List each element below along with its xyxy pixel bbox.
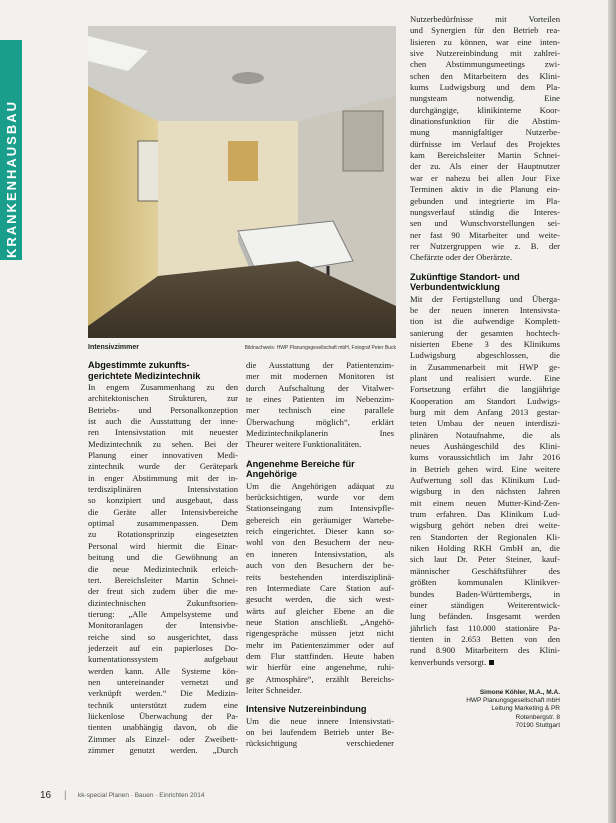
body-line: Medizintechnikplanerin Ines [246, 428, 394, 439]
footer-separator: | [64, 790, 67, 801]
photo-caption-row [88, 343, 396, 355]
article-column-1 [88, 360, 238, 756]
body-line: sen und Wunschvorstellungen sei- [410, 218, 560, 229]
body-line: gebereich ein geräumiger Wartebe- [246, 514, 394, 525]
body-line: Ludwigsburg abgeschlossen, die [410, 350, 560, 361]
body-line: ren Intensivstation mit neuester [88, 427, 238, 438]
body-line: in Zusammenarbeit mit HWP ge- [410, 361, 560, 372]
section-tab [0, 40, 22, 260]
body-line: Monitoranlagen der Intensivbe- [88, 620, 238, 631]
body-line: zu Rotationsprinzip eingesetzten [88, 529, 238, 540]
body-line: die Geräte aller Intensivbereiche [88, 506, 238, 517]
body-line: architektonischen Strukturen, zur [88, 393, 238, 404]
body-line: durch Aufschaltung der Vitalwer- [246, 382, 394, 393]
body-line: die Ausstattung der Patientenzim- [246, 360, 394, 370]
body-line: rücksichtigung verschiedener [246, 738, 394, 749]
body-line: tienten in 2.653 Betten von den [410, 633, 560, 644]
body-line: on bei laufendem Betrieb unter Be- [246, 727, 394, 738]
body-line: berücksichtigen, wurde vor dem [246, 492, 394, 503]
section-heading [246, 459, 394, 480]
body-line: ist auch die Ausstattung der inne- [88, 416, 238, 427]
body-line: Überwachung möglich“, erklärt [246, 416, 394, 427]
body-line: auch von den Besuchern der be- [246, 560, 394, 571]
body-line: nungsverlauf ständig die Interes- [410, 206, 560, 217]
author-role: Leitung Marketing & PR [491, 705, 560, 713]
body-line: wärts auf gleicher Ebene an die [246, 605, 394, 616]
body-line: mehr im Patientenzimmer oder auf [246, 639, 394, 650]
body-line: kums voraussichtlich im Jahr 2016 [410, 452, 560, 463]
page-edge-shadow [608, 0, 616, 823]
body-line: bundes Baden-Württembergs, in [410, 588, 560, 599]
body-line: Betriebs- und Personalkonzeption [88, 404, 238, 415]
body-line: gesucht werden, die sich west- [246, 594, 394, 605]
body-line: Mit der Fertigstellung und Überga- [410, 293, 560, 304]
body-line: dürfnisse im Verlauf des Projektes [410, 138, 560, 149]
body-line: Planung einer innovativen Medi- [88, 450, 238, 461]
body-line: nungsteam notwendig. Eine [410, 93, 560, 104]
body-line: wigsburg in den nächsten Jahren [410, 486, 560, 497]
body-line: mung mannigfaltiger Nutzerbe- [410, 127, 560, 138]
body-line: sanierung der gesamten hochtech- [410, 327, 560, 338]
author-block [430, 689, 560, 730]
body-line: einer ständigen Weiterentwick- [410, 599, 560, 610]
body-line: Medizintechnik zu sehen. Bei der [88, 438, 238, 449]
section-tab-label: KRANKENHAUSBAU [4, 100, 19, 258]
body-line: Aufwertung soll das Klinikum Lud- [410, 475, 560, 486]
author-street: Rotenbergstr. 8 [515, 713, 560, 721]
body-line: neue Station anschließt. „Angehö- [246, 616, 394, 627]
body-line: trum erfahren. Das Klinikum Lud- [410, 509, 560, 520]
body-line: lung befänden. Insgesamt werden [410, 611, 560, 622]
body-paragraph [246, 481, 394, 697]
body-line: teten Umbau der neuen interdiszi- [410, 418, 560, 429]
body-line: dizintechnischen Zukunftsorien- [88, 597, 238, 608]
body-line: niken Holding RKH GmbH an, die [410, 543, 560, 554]
body-line: be der neuen inneren Intensivsta- [410, 304, 560, 315]
body-line: mit einem neuen Mutter-Kind-Zen- [410, 497, 560, 508]
body-line: tert. Bereichsleiter Martin Schnei- [88, 574, 238, 585]
body-line: tierung: „Alle Ampelsysteme und [88, 608, 238, 619]
heading-line: Abgestimmte zukunfts- [88, 360, 190, 370]
body-line: kums Ludwigsburg und dem Pla- [410, 82, 560, 93]
body-line: jederzeit auf ein papierloses Do- [88, 642, 238, 653]
heading-line: Angenehme Bereiche für [246, 458, 355, 469]
body-line: der zu. Als einer der Hauptnutzer [410, 161, 560, 172]
body-line: leiter Schneider. [246, 684, 302, 695]
body-line: werden kann. Alle Systeme kön- [88, 665, 238, 676]
body-line: optimal zusammenpassen. Dem [88, 518, 238, 529]
body-line: die neue Medizintechnik erleich- [88, 563, 238, 574]
body-line: ren Intermediate Care Station auf- [246, 582, 394, 593]
author-city: 70190 Stuttgart [515, 721, 560, 729]
heading-line: Angehörige [246, 469, 298, 480]
body-line: Personal wird hiermit die Einar- [88, 540, 238, 551]
body-line: ren Standorten der Regionalen Kli- [410, 531, 560, 542]
body-line: rund 8.900 Mitarbeitern des Klini- [410, 645, 560, 656]
body-line: in Betrieb gehen wird. Eine weitere [410, 463, 560, 474]
section-heading [410, 272, 560, 293]
body-paragraph [88, 382, 238, 756]
body-line: reiche sind so ausgerichtet, dass [88, 631, 238, 642]
article-photo [88, 26, 396, 338]
body-line: Nutzerbedürfnisse mit Vorteilen [410, 14, 560, 24]
heading-line: Zukünftige Standort- und [410, 271, 520, 282]
page-number: 16 [40, 790, 52, 801]
body-line-text: kenverbunds versorgt. [410, 656, 487, 667]
body-line: ner fast 90 Mitarbeiter und weite- [410, 229, 560, 240]
body-line: mer mit modernen Monitoren ist [246, 371, 394, 382]
body-line: Um die neue innere Intensivstati- [246, 715, 394, 726]
body-line: Terminen aktiv in die Planung ein- [410, 184, 560, 195]
body-line: beitung und die Gewöhnung an [88, 552, 238, 563]
body-line-final [410, 657, 560, 668]
body-paragraph [410, 14, 560, 264]
body-line: zimmer genutzt werden. „Durch [88, 745, 238, 755]
magazine-title: kk-special Planen · Bauen · Einrichten 2014 [78, 792, 205, 799]
body-line: Um die Angehörigen adäquat zu [246, 480, 394, 491]
body-line: nen untereinander vernetzt und [88, 676, 238, 687]
body-line: war er nahezu bei allen Jour Fixe [410, 172, 560, 183]
body-line: lückenlose Überwachung der Pa- [88, 710, 238, 721]
author-name: Simone Köhler, M.A., M.A. [479, 689, 560, 696]
body-line: neues Aushängeschild des Klini- [410, 441, 560, 452]
heading-line: Verbundentwicklung [410, 282, 500, 293]
body-line: tion ist die aufwendige Komplett- [410, 316, 560, 327]
body-line: Chefärzte oder der Oberärzte. [410, 252, 513, 263]
body-line: Theurer weitere Funktionalitäten. [246, 439, 362, 450]
body-line: männischer Geschäftsführer des [410, 565, 560, 576]
body-line: zintechnik wurde der Gerätepark [88, 461, 238, 472]
body-line: te eines Patienten im Nebenzim- [246, 394, 394, 405]
body-line: kam Bereichsleiter Martin Schnei- [410, 150, 560, 161]
body-line: Kooperation am Standort Ludwigs- [410, 395, 560, 406]
body-line: tienten unabhängig davon, ob die [88, 722, 238, 733]
body-line: dinationsfunktion für die Abstim- [410, 116, 560, 127]
body-line: lisieren zu können, war eine inten- [410, 36, 560, 47]
body-line: wigsburg gehört neben drei weite- [410, 520, 560, 531]
section-heading [246, 704, 394, 715]
page-footer [40, 791, 440, 803]
intensive-care-room-image [88, 26, 396, 338]
body-line: größten kommunalen Klinikver- [410, 577, 560, 588]
body-line: Zimmer als Einzel- oder Zweibett- [88, 733, 238, 744]
body-line: sich laut Dr. Peter Steiner, kauf- [410, 554, 560, 565]
body-line: wohl von den Besuchern der neu- [246, 537, 394, 548]
body-line: en inneren Intensivstation, als [246, 548, 394, 559]
end-of-article-mark [489, 660, 494, 665]
body-paragraph [410, 294, 560, 668]
body-line: jährlich fast 110.000 stationäre Pa- [410, 622, 560, 633]
photo-credit: Bildnachweis: HWP Planungsgesellschaft mbH, Fotograf Peter Buck [244, 345, 396, 351]
body-paragraph [246, 360, 394, 451]
body-line: wir hierfür eine angenehme, ruhi- [246, 662, 394, 673]
body-line: ge Atmosphäre“, erzählt Bereichs- [246, 673, 394, 684]
body-line: der freut sich zudem über die me- [88, 586, 238, 597]
article-column-2 [246, 360, 394, 750]
body-line: technik unterstützt zudem eine [88, 699, 238, 710]
body-line: gebunden und integrierte im Pla- [410, 195, 560, 206]
body-line: rigengespräche müssen jetzt nicht [246, 628, 394, 639]
heading-line: gerichtete Medizintechnik [88, 370, 201, 381]
body-line: in enger Abstimmung mit der in- [88, 472, 238, 483]
body-paragraph [246, 716, 394, 750]
body-line: schen den Mitarbeitern des Klini- [410, 70, 560, 81]
body-line: Fortsetzung erfährt die langjährige [410, 384, 560, 395]
heading-line: Intensive Nutzereinbindung [246, 704, 367, 715]
body-line: so konzipiert und ausgebaut, dass [88, 495, 238, 506]
body-line: durchgängige, klinikinterne Koor- [410, 104, 560, 115]
body-line: burg mit dem Anfang 2013 gestar- [410, 407, 560, 417]
article-column-3 [410, 14, 560, 668]
body-line: rer Nutzergruppen wie z. B. der [410, 240, 560, 251]
section-heading [88, 360, 238, 381]
author-company: HWP Planungsgesellschaft mbH [466, 697, 560, 705]
body-line: chen Abstimmungsmeetings zwi- [410, 59, 560, 70]
photo-caption: Intensivzimmer [88, 344, 139, 351]
body-line: nisierten Ebene 3 des Klinikums [410, 338, 560, 349]
body-line: mer technisch eine parallele [246, 405, 394, 416]
body-line: plant und realisiert wurde. Eine [410, 372, 560, 383]
body-line: reits bestehenden interdisziplinä- [246, 571, 394, 582]
body-line: plinären Notaufnahme, die als [410, 429, 560, 440]
body-line: In engem Zusammenhang zu den [88, 382, 238, 392]
body-line: Stationseingang zum Intensivpfle- [246, 503, 394, 514]
body-line: terdisziplinären Intensivstation [88, 484, 238, 495]
body-line: dem Flur stattfinden. Heute haben [246, 650, 394, 661]
body-line: verknüpft werden.“ Die Medizin- [88, 688, 238, 699]
body-line: und Synergien für den Betrieb rea- [410, 25, 560, 36]
body-line: sive Nutzereinbindung mit zahlrei- [410, 48, 560, 59]
body-line: kumentationssystem aufgebaut [88, 654, 238, 665]
body-line: reich eingerichtet. Dieser kann so- [246, 526, 394, 537]
